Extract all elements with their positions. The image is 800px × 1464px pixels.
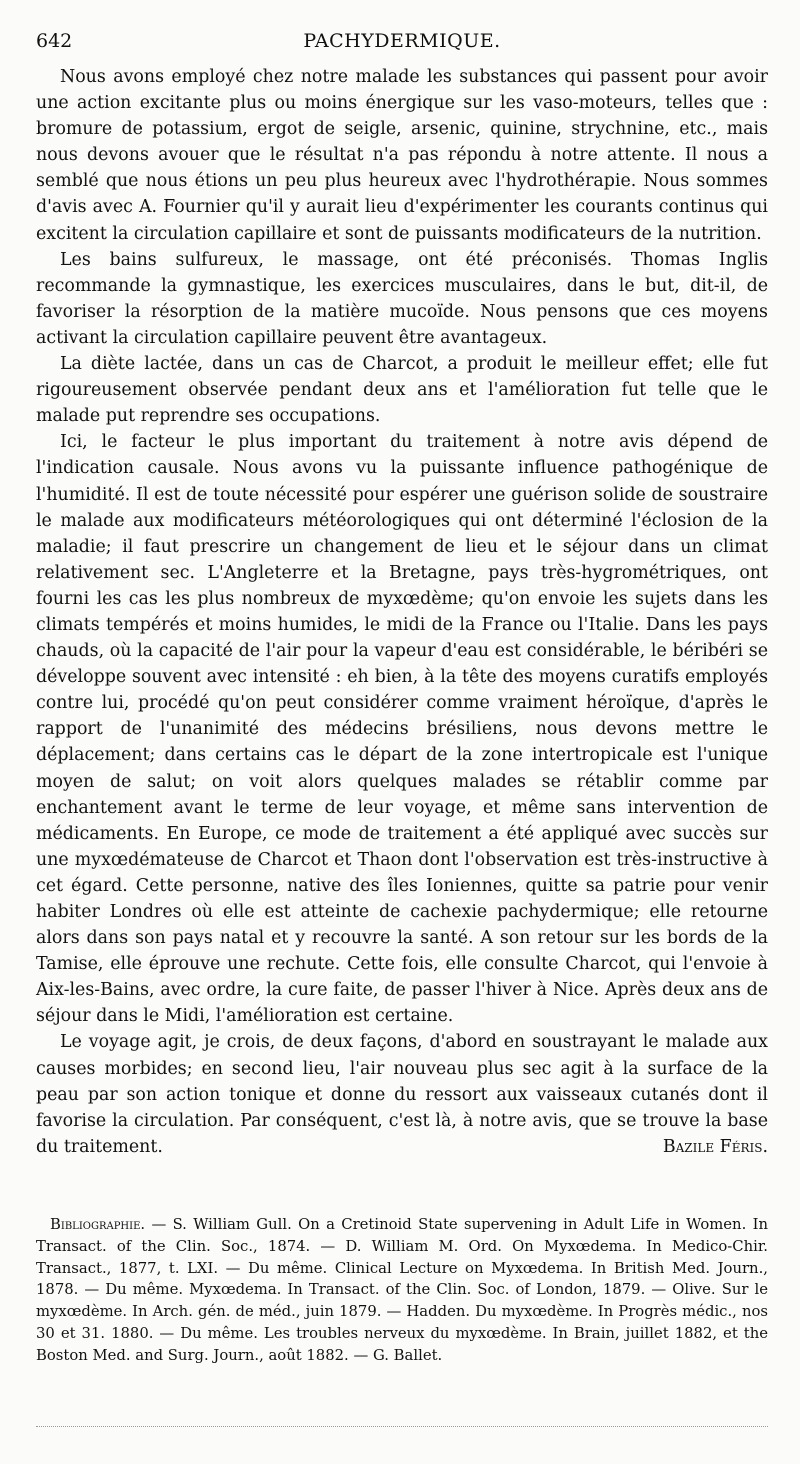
paragraph: La diète lactée, dans un cas de Charcot, a produit le meilleur effet; elle fut rigoureusement observée pendant deux ans et l'amélioration fut telle que le malade put reprendre ses occupations. [36, 354, 768, 427]
bibliography [36, 1214, 768, 1367]
paragraph: Ici, le facteur le plus important du traitement à notre avis dépend de l'indication causale. Nous avons vu la puissante influence pathogénique de l'humidité. Il est de toute nécessité pour espérer une guérison solide de soustraire le malade aux modificateurs météorologiques qui ont déterminé l'éclosion de la maladie; il faut prescrire un changement de lieu et le séjour dans un climat relativement sec. L'Angleterre et la Bretagne, pays très-hygrométriques, ont fourni les cas les plus nombreux de myxœdème; qu'on envoie les sujets dans les climats tempérés et moins humides, le midi de la France ou l'Italie. Dans les pays chauds, où la capacité de l'air pour la vapeur d'eau est considérable, le béribéri se développe souvent avec intensité : eh bien, à la tête des moyens curatifs employés contre lui, procédé qu'on peut considérer comme vraiment héroïque, d'après le rapport de l'unanimité des médecins brésiliens, nous devons mettre le déplacement; dans certains cas le départ de la zone intertropicale est l'unique moyen de salut; on voit alors quelques malades se rétablir comme par enchantement avant le terme de leur voyage, et même sans intervention de médicaments. En Europe, ce mode de traitement a été appliqué avec succès sur une myxœdémateuse de Charcot et Thaon dont l'observation est très-instructive à cet égard. Cette personne, native des îles Ioniennes, quitte sa patrie pour venir habiter Londres où elle est atteinte de cachexie pachydermique; elle retourne alors dans son pays natal et y recouvre la santé. A son retour sur les bords de la Tamise, elle éprouve une rechute. Cette fois, elle consulte Charcot, qui l'envoie à Aix-les-Bains, avec ordre, la cure faite, de passer l'hiver à Nice. Après deux ans de séjour dans le Midi, l'amélioration est certaine. [36, 432, 768, 1027]
body-text [36, 64, 768, 1160]
bibliography-text: — S. William Gull. On a Cretinoid State supervening in Adult Life in Women. In Transact. of the Clin. Soc., 1874. — D. William M. Ord. On Myxœdema. In Medico-Chir. Transact., 1877, t. LXI. — Du même. Clinical Lecture on Myxœdema. In British Med. Journ., 1878. — Du même. Myxœdema. In Transact. of the Clin. Soc. of London, 1879. — Olive. Sur le myxœdème. In Arch. gén. de méd., juin 1879. — Hadden. Du myxœdème. In Progrès médic., nos 30 et 31. 1880. — Du même. Les troubles nerveux du myxœdème. In Brain, juillet 1882, et the Boston Med. and Surg. Journ., août 1882. — G. Ballet. [36, 1216, 768, 1364]
paragraph: Les bains sulfureux, le massage, ont été préconisés. Thomas Inglis recommande la gymnastique, les exercices musculaires, dans le but, dit-il, de favoriser la résorption de la matière mucoïde. Nous pensons que ces moyens activant la circulation capillaire peuvent être avantageux. [36, 249, 768, 348]
footer-rule [36, 1426, 768, 1427]
bibliography-label: Bibliographie. [50, 1216, 146, 1233]
page-number: 642 [36, 30, 73, 52]
page-header [36, 30, 768, 56]
author-signature: Bazile Féris. [662, 1136, 768, 1157]
paragraph: Le voyage agit, je crois, de deux façons, d'abord en soustrayant le malade aux causes morbides; en second lieu, l'air nouveau plus sec agit à la surface de la peau par son action tonique et donne du ressort aux vaisseaux cutanés dont il favorise la circulation. Par conséquent, c'est là, à notre avis, que se trouve la base du traitement. [36, 1032, 768, 1157]
paragraph: Nous avons employé chez notre malade les substances qui passent pour avoir une action excitante plus ou moins énergique sur les vaso-moteurs, telles que : bromure de potassium, ergot de seigle, arsenic, quinine, strychnine, etc., mais nous devons avouer que le résultat n'a pas répondu à notre attente. Il nous a semblé que nous étions un peu plus heureux avec l'hydrothérapie. Nous sommes d'avis avec A. Fournier qu'il y aurait lieu d'expérimenter les courants continus qui excitent la circulation capillaire et sont de puissants modificateurs de la nutrition. [36, 67, 768, 244]
running-head: PACHYDERMIQUE. [303, 30, 501, 52]
